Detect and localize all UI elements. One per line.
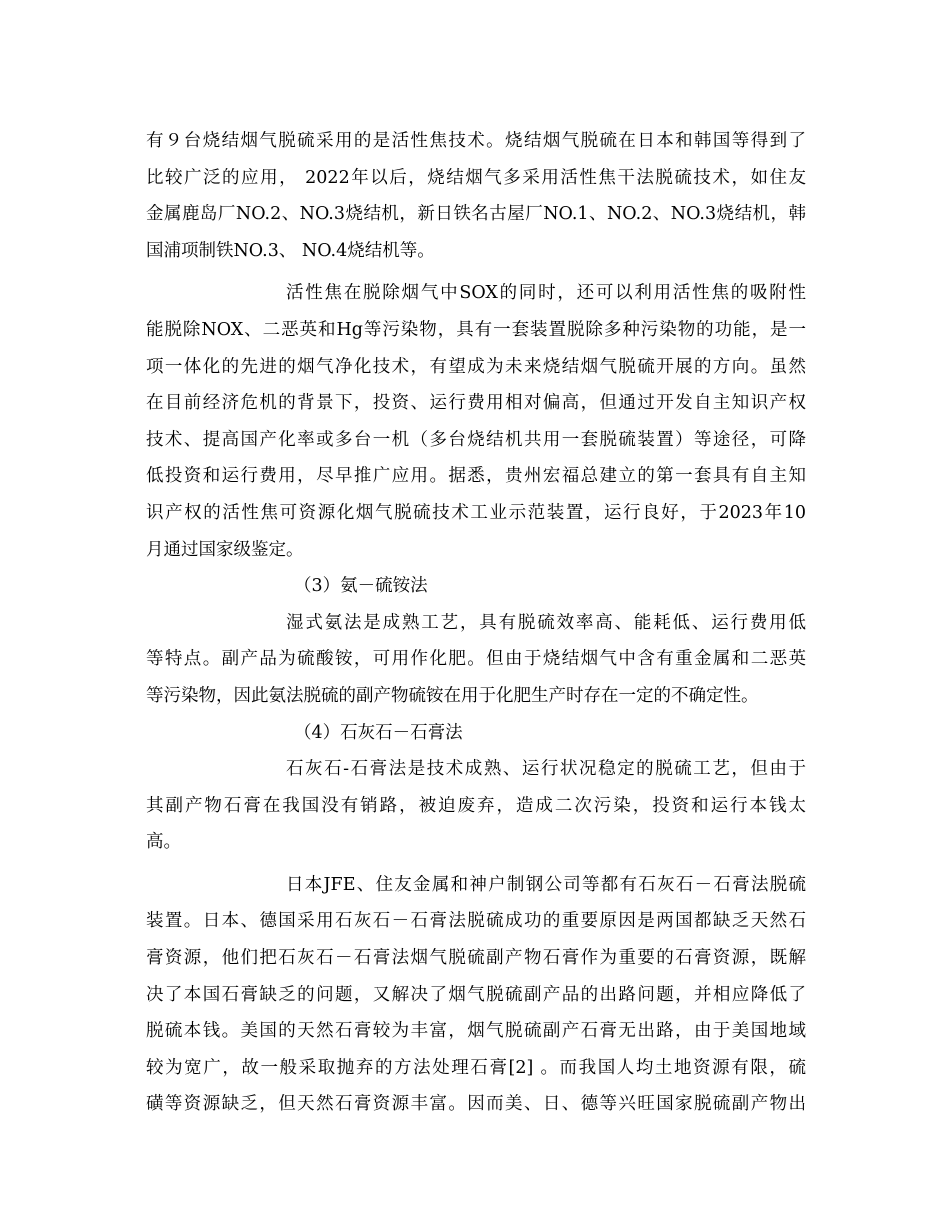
paragraph-gypsum-resources [146, 867, 806, 1123]
paragraph-activated-coke-advantages [146, 275, 806, 568]
text-line: 识产权的活性焦可资源化烟气脱硫技术工业示范装置，运行良好，于2023年10 [146, 502, 806, 523]
paragraph-ammonia-method [146, 605, 806, 715]
text-line: 高。 [146, 832, 181, 853]
text-line: 其副产物石膏在我国没有销路，被迫废弃，造成二次污染，投资和运行本钱太 [146, 795, 806, 816]
text-line: 等特点。副产品为硫酸铵，可用作化肥。但由于烧结烟气中含有重金属和二恶英 [146, 649, 806, 670]
text-line: 比较广泛的应用， 2022年以后，烧结烟气多采用活性焦干法脱硫技术，如住友 [146, 167, 806, 188]
text-line: 湿式氨法是成熟工艺，具有脱硫效率高、能耗低、运行费用低 [286, 612, 806, 633]
text-line: 低投资和运行费用，尽早推广应用。据悉，贵州宏福总建立的第一套具有自主知 [146, 466, 806, 487]
text-line: 项一体化的先进的烟气净化技术，有望成为未来烧结烟气脱硫开展的方向。虽然 [146, 356, 806, 377]
text-line: 活性焦在脱除烟气中SOX的同时，还可以利用活性焦的吸附性 [286, 283, 806, 304]
text-line: 日本JFE、住友金属和神户制钢公司等都有石灰石－石膏法脱硫 [286, 874, 806, 895]
document-body [146, 123, 806, 1123]
heading-line: （3）氨－硫铵法 [294, 576, 428, 597]
section-heading-limestone-gypsum-method [146, 715, 806, 752]
text-line: 等污染物，因此氨法脱硫的副产物硫铵在用于化肥生产时存在一定的不确定性。 [146, 685, 759, 706]
text-line: 国浦项制铁NO.3、 NO.4烧结机等。 [146, 240, 435, 261]
text-line: 脱硫本钱。美国的天然石膏较为丰富，烟气脱硫副产石膏无出路，由于美国地域 [146, 1021, 806, 1042]
section-heading-ammonia-method [146, 568, 806, 605]
paragraph-activated-coke-usage [146, 123, 806, 269]
text-line: 在目前经济危机的背景下，投资、运行费用相对偏高，但通过开发自主知识产权 [146, 393, 806, 414]
text-line: 较为宽广，故一般采取抛弃的方法处理石膏[2] 。而我国人均土地资源有限，硫 [146, 1057, 806, 1078]
text-line: 石灰石-石膏法是技术成熟、运行状况稳定的脱硫工艺，但由于 [286, 759, 806, 780]
text-line: 决了本国石膏缺乏的问题，又解决了烟气脱硫副产品的出路问题，并相应降低了 [146, 984, 806, 1005]
text-line: 月通过国家级鉴定。 [146, 539, 304, 560]
text-line: 技术、提高国产化率或多台一机（多台烧结机共用一套脱硫装置）等途径，可降 [146, 429, 806, 450]
text-line: 磺等资源缺乏，但天然石膏资源丰富。因而美、日、德等兴旺国家脱硫副产物出 [146, 1094, 806, 1115]
text-line: 膏资源，他们把石灰石－石膏法烟气脱硫副产物石膏作为重要的石膏资源，既解 [146, 948, 806, 969]
heading-line: （4）石灰石－石膏法 [294, 722, 463, 743]
text-line: 装置。日本、德国采用石灰石－石膏法脱硫成功的重要原因是两国都缺乏天然石 [146, 911, 806, 932]
text-line: 能脱除NOX、二恶英和Hg等污染物，具有一套装置脱除多种污染物的功能，是一 [146, 319, 806, 340]
paragraph-limestone-gypsum-method [146, 751, 806, 861]
text-line: 金属鹿岛厂NO.2、NO.3烧结机，新日铁名古屋厂NO.1、NO.2、NO.3烧结机，韩 [146, 204, 806, 225]
text-line: 有９台烧结烟气脱硫采用的是活性焦技术。烧结烟气脱硫在日本和韩国等得到了 [146, 131, 806, 151]
